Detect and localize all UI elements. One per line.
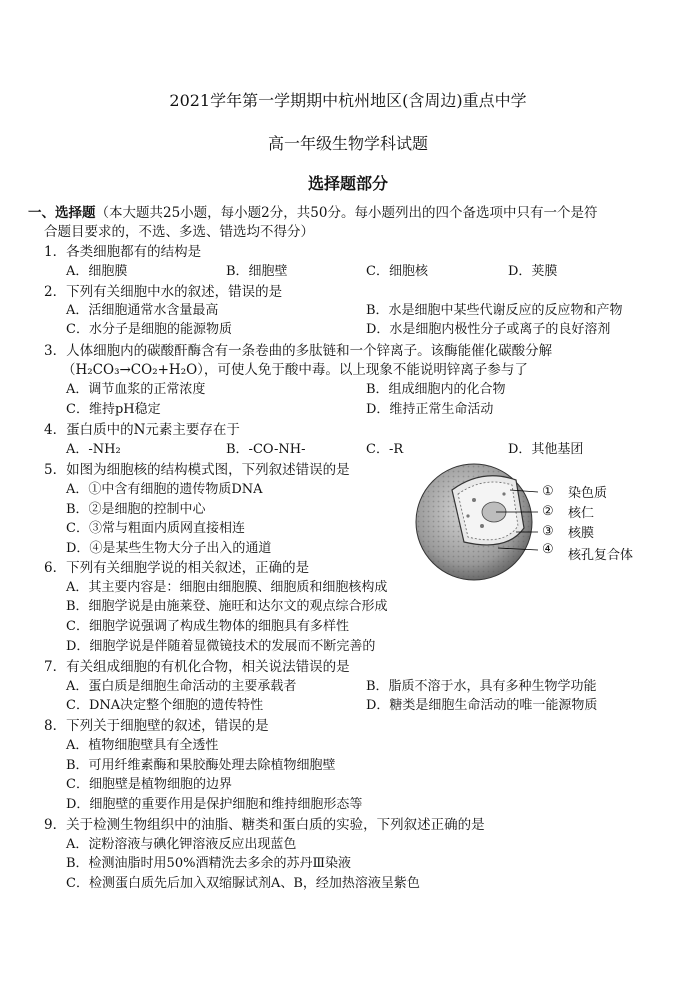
section-title: 选择题部分 [307, 174, 388, 193]
intro-line-2: 合题目要求的，不选、多选、错选均不得分） [44, 224, 314, 240]
q5-option-a: A．①中含有细胞的遗传物质DNA [66, 482, 263, 497]
nucleus-figure [412, 460, 662, 584]
figure-marker-3: ③ [542, 524, 554, 539]
q3-option-b: B．组成细胞内的化合物 [366, 382, 506, 397]
q5-option-b: B．②是细胞的控制中心 [66, 502, 206, 517]
q9-stem: 9．关于检测生物组织中的油脂、糖类和蛋白质的实验，下列叙述正确的是 [44, 817, 485, 833]
q4-option-b: B．-CO-NH- [226, 442, 306, 457]
q7-option-c: C．DNA决定整个细胞的遗传特性 [66, 698, 264, 713]
q3-stem-1: 3．人体细胞内的碳酸酐酶含有一条卷曲的多肽链和一个锌离子。该酶能催化碳酸分解 [44, 343, 553, 359]
q1-option-a: A．细胞膜 [66, 264, 128, 279]
q6-option-d: D．细胞学说是伴随着显微镜技术的发展而不断完善的 [66, 639, 376, 654]
q5-option-d: D．④是某些生物大分子出入的通道 [66, 541, 272, 556]
q8-stem: 8．下列关于细胞壁的叙述，错误的是 [44, 718, 269, 734]
q7-option-b: B．脂质不溶于水，具有多种生物学功能 [366, 679, 597, 694]
q1-option-d: D．荚膜 [508, 264, 558, 279]
q5-stem: 5．如图为细胞核的结构模式图，下列叙述错误的是 [44, 462, 350, 478]
q9-option-a: A．淀粉溶液与碘化钾溶液反应出现蓝色 [66, 837, 297, 852]
q5-option-c: C．③常与粗面内质网直接相连 [66, 521, 245, 536]
q8-option-a: A．植物细胞壁具有全透性 [66, 738, 219, 753]
figure-marker-2: ② [542, 504, 554, 519]
q9-option-b: B．检测油脂时用50%酒精洗去多余的苏丹Ⅲ染液 [66, 856, 351, 871]
q7-option-d: D．糖类是细胞生命活动的唯一能源物质 [366, 698, 598, 713]
figure-label-nuclear-envelope: 核膜 [568, 526, 595, 541]
q2-option-c: C．水分子是细胞的能源物质 [66, 322, 232, 337]
q2-stem: 2．下列有关细胞中水的叙述，错误的是 [44, 284, 283, 300]
q8-option-c: C．细胞壁是植物细胞的边界 [66, 777, 232, 792]
figure-label-chromatin: 染色质 [568, 486, 608, 501]
nucleus-diagram [412, 460, 662, 584]
title-line-1: 2021学年第一学期期中杭州地区(含周边)重点中学 [169, 91, 527, 110]
q6-option-b: B．细胞学说是由施莱登、施旺和达尔文的观点综合形成 [66, 599, 388, 614]
q1-option-b: B．细胞壁 [226, 264, 288, 279]
q3-option-c: C．维持pH稳定 [66, 402, 161, 417]
q2-option-b: B．水是细胞中某些代谢反应的反应物和产物 [366, 303, 623, 318]
q4-option-d: D．其他基团 [508, 442, 584, 457]
q9-option-c: C．检测蛋白质先后加入双缩脲试剂A、B，经加热溶液呈紫色 [66, 876, 420, 891]
q2-option-a: A．活细胞通常水含量最高 [66, 303, 219, 318]
q7-option-a: A．蛋白质是细胞生命活动的主要承载者 [66, 679, 297, 694]
q4-option-a: A．-NH₂ [66, 442, 121, 457]
q6-option-c: C．细胞学说强调了构成生物体的细胞具有多样性 [66, 619, 349, 634]
q7-stem: 7．有关组成细胞的有机化合物，相关说法错误的是 [44, 659, 350, 675]
q1-stem: 1．各类细胞都有的结构是 [44, 244, 202, 260]
intro-line-1 [28, 204, 597, 222]
q6-stem: 6．下列有关细胞学说的相关叙述，正确的是 [44, 560, 310, 576]
intro-text-1: （本大题共25小题，每小题2分，共50分。每小题列出的四个备选项中只有一个是符 [95, 205, 598, 221]
q3-option-a: A．调节血浆的正常浓度 [66, 382, 206, 397]
q6-option-a: A．其主要内容是：细胞由细胞膜、细胞质和细胞核构成 [66, 580, 388, 595]
figure-marker-1: ① [542, 484, 554, 499]
title-line-2: 高一年级生物学科试题 [267, 134, 428, 153]
q3-option-d: D．维持正常生命活动 [366, 402, 494, 417]
q3-stem-2: （H₂CO₃→CO₂+H₂O），可使人免于酸中毒。以上现象不能说明锌离子参与了 [62, 362, 528, 378]
q8-option-d: D．细胞壁的重要作用是保护细胞和维持细胞形态等 [66, 797, 363, 812]
q2-option-d: D．水是细胞内极性分子或离子的良好溶剂 [366, 322, 611, 337]
q4-option-c: C．-R [366, 442, 404, 457]
q4-stem: 4．蛋白质中的N元素主要存在于 [44, 422, 240, 438]
figure-label-nucleolus: 核仁 [568, 506, 595, 521]
figure-marker-4: ④ [542, 542, 554, 557]
figure-label-nuclear-pore: 核孔复合体 [568, 548, 634, 563]
q1-option-c: C．细胞核 [366, 264, 428, 279]
intro-label: 一、选择题 [28, 205, 96, 221]
q8-option-b: B．可用纤维素酶和果胶酶处理去除植物细胞壁 [66, 758, 336, 773]
